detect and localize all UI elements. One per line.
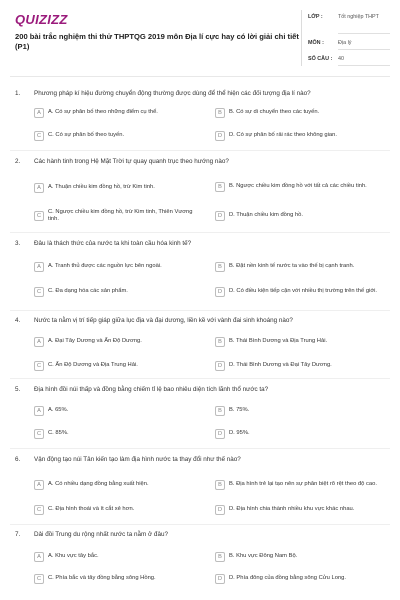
- option-text: B. 75%.: [229, 407, 250, 414]
- option-a[interactable]: [34, 107, 184, 119]
- option-letter: B: [215, 337, 225, 347]
- option-text: D. Có sự phân bố rải rác theo không gian.: [229, 132, 337, 139]
- option-text: C. Ngược chiều kim đồng hồ, trừ Kim tinh, Thiên Vương tinh.: [48, 208, 193, 222]
- option-b[interactable]: [215, 476, 385, 494]
- question-number: 7.: [15, 531, 21, 538]
- question-number: 6.: [15, 456, 21, 463]
- option-a[interactable]: [34, 261, 199, 273]
- question-number: 3.: [15, 240, 21, 247]
- option-b[interactable]: [215, 336, 385, 348]
- option-c[interactable]: [34, 130, 184, 142]
- option-text: A. Có sự phân bố theo những điểm cụ thể.: [48, 109, 158, 116]
- meta-divider: [338, 33, 390, 34]
- option-text: B. Thái Bình Dương và Địa Trung Hải.: [229, 338, 328, 345]
- option-text: A. Có nhiều dạng đồng bằng xuất hiện.: [48, 481, 149, 488]
- option-text: A. Khu vực tây bắc.: [48, 553, 99, 560]
- option-a[interactable]: [34, 336, 184, 348]
- option-text: B. Địa hình trẻ lại tạo nên sự phân biệt rõ rệt theo độ cao.: [229, 481, 377, 488]
- option-letter: C: [34, 131, 44, 141]
- meta-divider: [338, 65, 390, 66]
- option-text: C. Phía bắc và tây đồng bằng sông Hồng.: [48, 575, 156, 582]
- option-letter: B: [215, 552, 225, 562]
- meta-class-label: LỚP :: [308, 14, 323, 20]
- question-number: 2.: [15, 158, 21, 165]
- option-letter: D: [215, 287, 225, 297]
- option-text: B. Khu vực Đông Nam Bộ.: [229, 553, 298, 560]
- option-a[interactable]: [34, 181, 184, 195]
- question-divider: [10, 232, 390, 233]
- worksheet-title: 200 bài trắc nghiệm thi thử THPTQG 2019 môn Địa lí cực hay có lời giải chi tiết (P1): [15, 32, 299, 51]
- question-text: Vận động tạo núi Tân kiến tạo làm địa hình nước ta thay đổi như thế nào?: [34, 456, 241, 463]
- option-c[interactable]: [34, 286, 184, 298]
- question-text: Các hành tinh trong Hệ Mặt Trời tự quay quanh trục theo hướng nào?: [34, 158, 229, 165]
- question-divider: [10, 448, 390, 449]
- option-c[interactable]: [34, 504, 184, 516]
- option-text: C. Đa dạng hóa các sản phẩm.: [48, 288, 128, 295]
- option-letter: A: [34, 183, 44, 193]
- option-d[interactable]: [215, 209, 385, 223]
- option-letter: C: [34, 361, 44, 371]
- option-letter: B: [215, 182, 225, 192]
- option-letter: D: [215, 429, 225, 439]
- option-d[interactable]: [215, 360, 385, 372]
- option-letter: B: [215, 406, 225, 416]
- option-letter: B: [215, 480, 225, 490]
- option-letter: D: [215, 211, 225, 221]
- option-text: D. 95%.: [229, 430, 250, 437]
- option-c[interactable]: [34, 573, 199, 585]
- option-d[interactable]: [215, 504, 385, 516]
- option-b[interactable]: [215, 261, 385, 273]
- option-letter: A: [34, 552, 44, 562]
- option-text: B. Ngược chiều kim đồng hồ với tất cả các chiều tinh.: [229, 183, 367, 190]
- option-letter: D: [215, 505, 225, 515]
- option-letter: A: [34, 262, 44, 272]
- question-divider: [10, 150, 390, 151]
- option-letter: A: [34, 108, 44, 118]
- option-letter: A: [34, 337, 44, 347]
- option-a[interactable]: [34, 551, 184, 563]
- question-text: Phương pháp kí hiệu đường chuyển động thường được dùng để thể hiện các đối tượng địa lí nào?: [34, 90, 311, 97]
- question-divider: [10, 378, 390, 379]
- option-letter: C: [34, 574, 44, 584]
- option-text: C. Ấn Độ Dương và Địa Trung Hải.: [48, 362, 138, 369]
- option-letter: B: [215, 108, 225, 118]
- option-b[interactable]: [215, 405, 385, 417]
- option-d[interactable]: [215, 573, 385, 585]
- meta-subject-value: Địa lý: [338, 40, 352, 46]
- option-text: D. Thuận chiều kim đồng hồ.: [229, 212, 304, 219]
- option-text: D. Phía đông của đồng bằng sông Cửu Long.: [229, 575, 347, 582]
- quizizz-logo[interactable]: QUIZIZZ: [15, 12, 68, 27]
- question-number: 5.: [15, 386, 21, 393]
- option-text: D. Thái Bình Dương và Đại Tây Dương.: [229, 362, 332, 369]
- question-divider: [10, 524, 390, 525]
- option-text: A. Tranh thủ được các nguồn lực bên ngoài.: [48, 263, 162, 270]
- option-d[interactable]: [215, 428, 385, 440]
- option-c[interactable]: [34, 360, 184, 372]
- worksheet-meta: [301, 10, 389, 66]
- option-letter: C: [34, 505, 44, 515]
- question-text: Đâu là thách thức của nước ta khi toàn cầu hóa kinh tế?: [34, 240, 192, 247]
- option-letter: A: [34, 406, 44, 416]
- header-divider: [10, 76, 390, 77]
- worksheet-header: [0, 0, 400, 66]
- option-letter: C: [34, 287, 44, 297]
- option-text: B. Có sự di chuyển theo các tuyến.: [229, 109, 320, 116]
- option-letter: C: [34, 429, 44, 439]
- option-letter: B: [215, 262, 225, 272]
- option-letter: A: [34, 480, 44, 490]
- option-letter: D: [215, 361, 225, 371]
- option-letter: D: [215, 131, 225, 141]
- question-text: Dải đồi Trung du rộng nhất nước ta nằm ở đâu?: [34, 531, 168, 538]
- option-a[interactable]: [34, 479, 184, 491]
- question-number: 1.: [15, 90, 21, 97]
- meta-subject-label: MÔN :: [308, 40, 324, 46]
- option-letter: D: [215, 574, 225, 584]
- option-text: A. Đại Tây Dương và Ấn Độ Dương.: [48, 338, 142, 345]
- option-text: C. 85%.: [48, 430, 69, 437]
- option-text: D. Có điều kiện tiếp cận với nhiều thị trường trên thế giới.: [229, 288, 378, 295]
- option-text: D. Địa hình chia thành nhiều khu vực khác nhau.: [229, 506, 355, 513]
- option-letter: C: [34, 211, 44, 221]
- option-text: C. Có sự phân bố theo tuyến.: [48, 132, 125, 139]
- option-c[interactable]: [34, 428, 184, 440]
- option-b[interactable]: [215, 551, 385, 563]
- option-d[interactable]: [215, 130, 385, 142]
- meta-count-value: 40: [338, 56, 344, 62]
- option-text: C. Địa hình thoái và ít cắt xẻ hơn.: [48, 506, 135, 513]
- option-text: A. Thuận chiều kim đồng hồ, trừ Kim tinh.: [48, 184, 155, 191]
- option-b[interactable]: [215, 107, 385, 119]
- option-c[interactable]: [34, 207, 199, 225]
- option-text: A. 65%.: [48, 407, 69, 414]
- question-divider: [10, 310, 390, 311]
- option-text: B. Đặt nền kinh tế nước ta vào thế bị cạnh tranh.: [229, 263, 355, 270]
- meta-class-value: Tốt nghiệp THPT: [338, 14, 379, 20]
- option-b[interactable]: [215, 178, 385, 196]
- option-d[interactable]: [215, 283, 385, 301]
- question-number: 4.: [15, 317, 21, 324]
- option-a[interactable]: [34, 405, 184, 417]
- meta-count-label: SỐ CÂU :: [308, 56, 333, 62]
- meta-divider: [338, 49, 390, 50]
- question-text: Địa hình đồi núi thấp và đồng bằng chiếm tỉ lệ bao nhiêu diện tích lãnh thổ nước ta?: [34, 386, 269, 393]
- question-text: Nước ta nằm vị trí tiếp giáp giữa lục địa và đại dương, liền kề với vành đai sinh khoáng nào?: [34, 317, 293, 324]
